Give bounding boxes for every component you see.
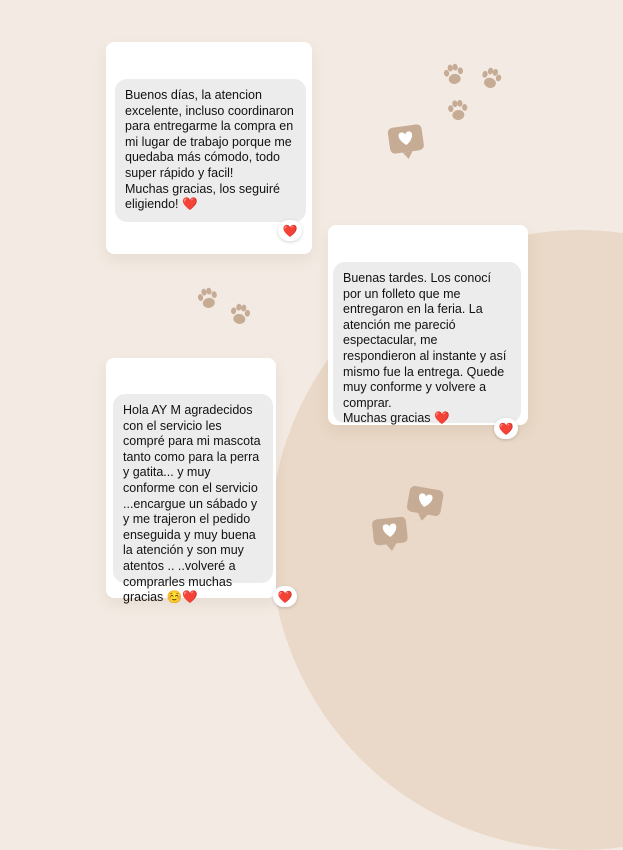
heart-like-icon [387,124,425,161]
paw-print-icon [443,63,465,86]
reaction-emoji: ❤️ [498,421,514,436]
paw-print-icon [447,99,468,120]
paw-print-icon [479,66,503,90]
paw-print-icon [229,303,251,326]
heart-like-icon [372,516,409,552]
testimonial-card [328,225,528,436]
heart-reaction-icon[interactable] [494,418,518,439]
message-bubble: Buenas tardes. Los conocí por un folleto que me entregaron en la feria. La atención me pareció espectacular, me respondieron al instante y así mismo fue la entrega. Quede muy conforme y volvere a comprar. Muchas gracias ❤️ [333,262,521,423]
paw-print-icon [196,286,219,309]
heart-reaction-icon[interactable] [273,586,297,607]
reaction-emoji: ❤️ [277,589,293,604]
heart-reaction-icon[interactable] [278,220,302,241]
testimonial-card [106,358,293,605]
reaction-emoji: ❤️ [282,223,298,238]
heart-like-icon [405,485,444,523]
message-bubble: Buenos días, la atencion excelente, incluso coordinaron para entregarme la compra en mi lugar de trabajo porque me quedaba más cómodo, todo super rápido y facil! Muchas gracias, los seguiré eligiendo! ❤️ [115,79,306,222]
testimonial-card [106,42,312,254]
message-bubble: Hola AY M agradecidos con el servicio les compré para mi mascota tanto como para la perra y gatita... y muy conforme con el servicio ...encargue un sábado y y me trajeron el pedido enseguida y muy buena la atención y son muy atentos .. ..volveré a comprarles muchas gracias ☺️❤️ [113,394,273,583]
